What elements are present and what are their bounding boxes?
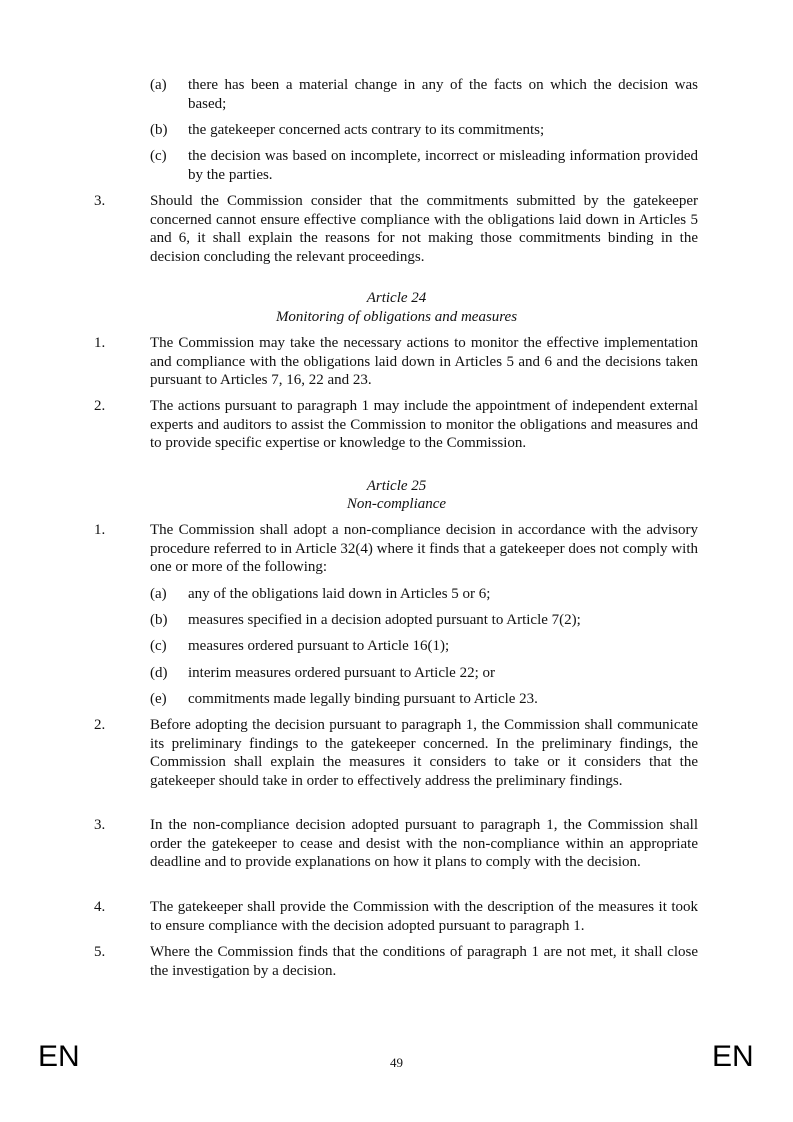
paragraph-text: The Commission shall adopt a non-compliance decision in accordance with the advisory procedure referred to in Article 32(4) where it finds that a gatekeeper does not comply with one or more of the following:	[150, 522, 698, 576]
paragraph-number: 5.	[94, 944, 106, 960]
list-item-label: (c)	[150, 638, 167, 654]
list-item-text: measures specified in a decision adopted pursuant to Article 7(2);	[188, 612, 581, 628]
article-25-title: Non-compliance	[346, 496, 447, 512]
paragraph-number: 1.	[94, 522, 106, 538]
article-24-title: Monitoring of obligations and measures	[275, 309, 518, 325]
paragraph-text: In the non-compliance decision adopted pursuant to paragraph 1, the Commission shall order the gatekeeper to cease and desist with the non-compliance within an appropriate deadline and to provide explanations on how it plans to comply with the decision.	[150, 817, 698, 871]
footer-language-left: EN	[38, 1040, 80, 1073]
paragraph-number: 3.	[94, 193, 106, 209]
paragraph-text: The Commission may take the necessary actions to monitor the effective implementation and compliance with the obligations laid down in Articles 5 and 6 and the decisions taken pursuant to Articles 7, 16, 22 and 23.	[150, 335, 698, 389]
list-item-text: there has been a material change in any of the facts on which the decision was based;	[188, 77, 698, 112]
paragraph-text: The actions pursuant to paragraph 1 may include the appointment of independent external experts and auditors to assist the Commission to monitor the obligations and measures and to provide specific expertise or knowledge to the Commission.	[150, 398, 698, 452]
list-item-label: (a)	[150, 77, 167, 93]
footer-language-right: EN	[712, 1040, 754, 1073]
list-item-label: (a)	[150, 586, 167, 602]
paragraph-number: 1.	[94, 335, 106, 351]
page-number: 49	[390, 1055, 403, 1070]
paragraph-text: The gatekeeper shall provide the Commission with the description of the measures it took to ensure compliance with the decision adopted pursuant to paragraph 1.	[150, 899, 698, 934]
paragraph-number: 2.	[94, 717, 106, 733]
list-item-text: the decision was based on incomplete, incorrect or misleading information provided by the parties.	[188, 148, 698, 183]
list-item-label: (d)	[150, 665, 168, 681]
list-item-label: (e)	[150, 691, 167, 707]
list-item-label: (b)	[150, 122, 168, 138]
list-item-text: interim measures ordered pursuant to Article 22; or	[188, 665, 495, 681]
list-item-text: any of the obligations laid down in Articles 5 or 6;	[188, 586, 491, 602]
paragraph-number: 2.	[94, 398, 106, 414]
paragraph-text: Where the Commission finds that the conditions of paragraph 1 are not met, it shall close the investigation by a decision.	[150, 944, 698, 979]
paragraph-text: Should the Commission consider that the commitments submitted by the gatekeeper concerned cannot ensure effective compliance with the obligations laid down in Articles 5 and 6, it shall explain the reasons for not making those commitments binding in the decision concluding the relevant proceedings.	[150, 193, 698, 265]
article-25-number: Article 25	[366, 478, 427, 494]
list-item-text: measures ordered pursuant to Article 16(1);	[188, 638, 450, 654]
article-24-number: Article 24	[366, 290, 427, 306]
paragraph-text: Before adopting the decision pursuant to paragraph 1, the Commission shall communicate its preliminary findings to the gatekeeper concerned. In the preliminary findings, the Commission shall explain the measures it considers to take or it considers that the gatekeeper should take in order to effectively address the preliminary findings.	[150, 717, 698, 789]
list-item-label: (c)	[150, 148, 167, 164]
paragraph-number: 4.	[94, 899, 106, 915]
list-item-label: (b)	[150, 612, 168, 628]
paragraph-number: 3.	[94, 817, 106, 833]
list-item-text: commitments made legally binding pursuant to Article 23.	[188, 691, 538, 707]
list-item-text: the gatekeeper concerned acts contrary to its commitments;	[188, 122, 545, 138]
